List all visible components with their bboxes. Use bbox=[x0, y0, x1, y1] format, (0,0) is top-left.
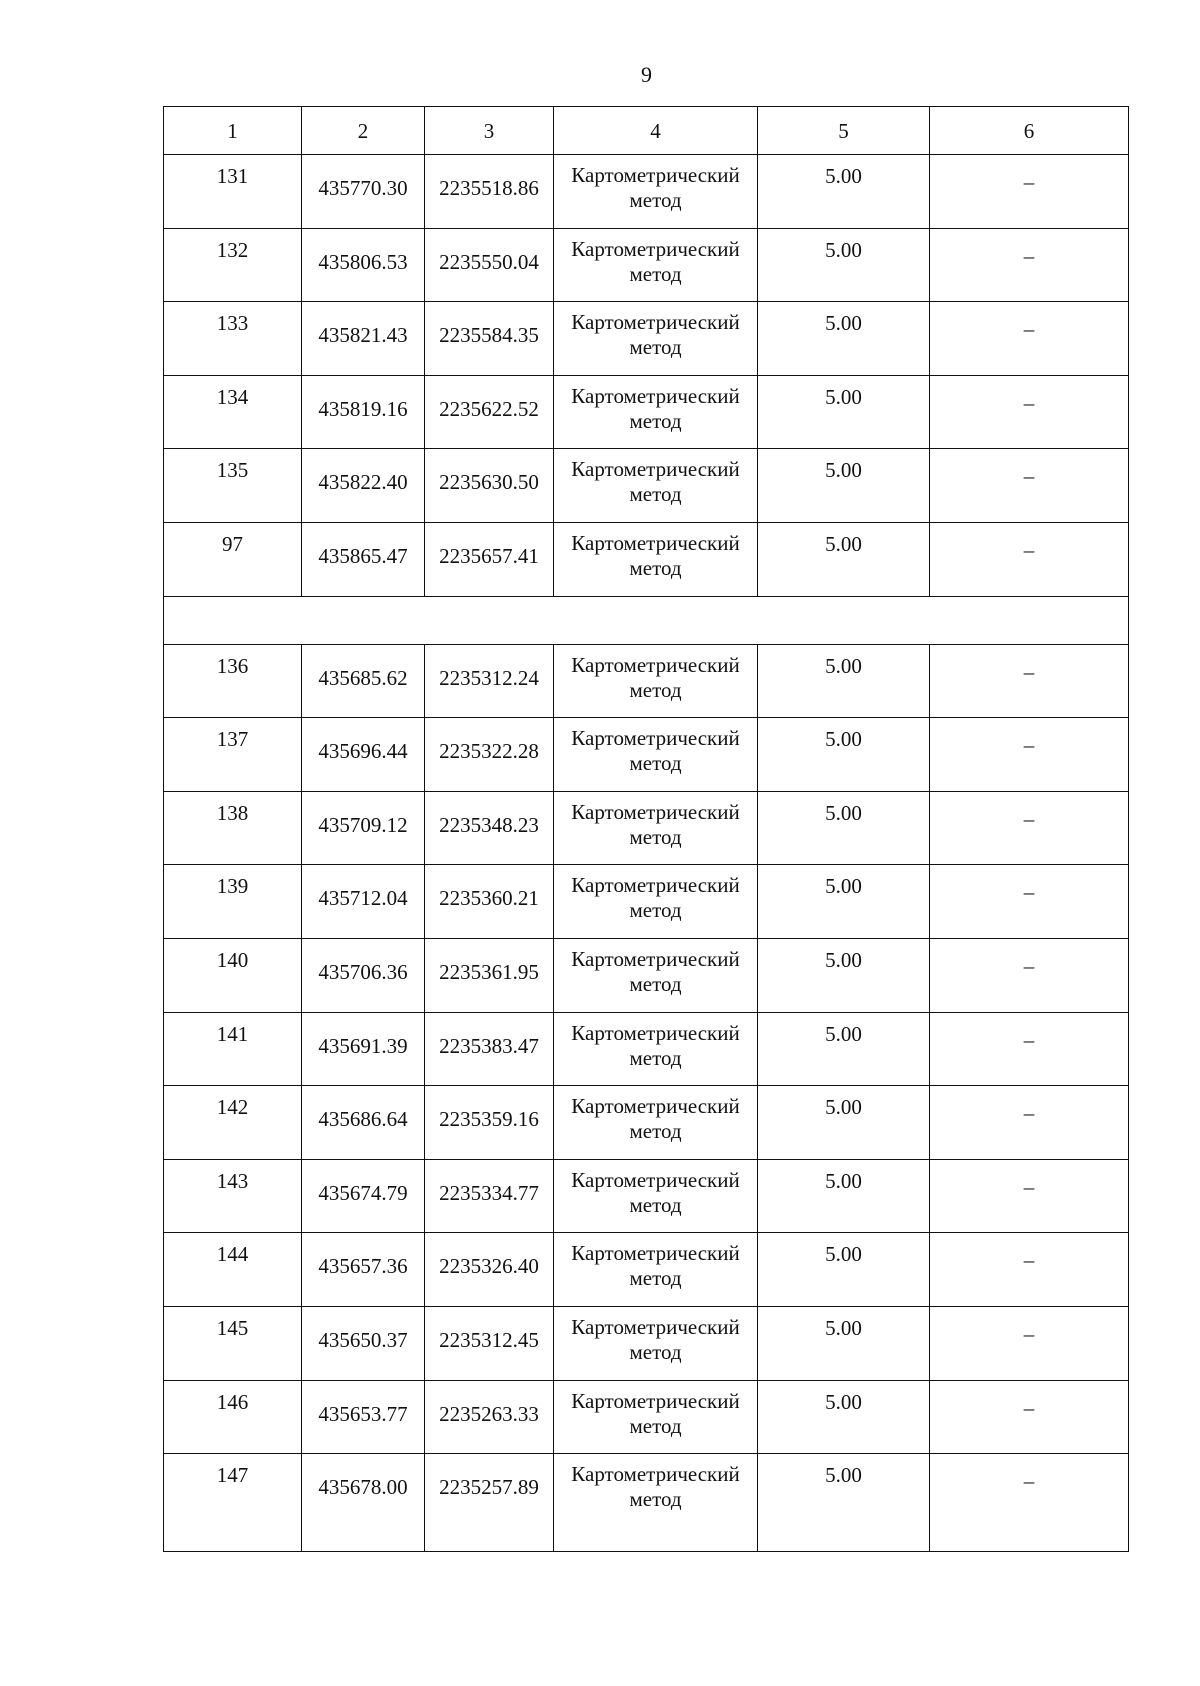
x-coordinate-cell: 435819.16 bbox=[302, 375, 425, 449]
y-coordinate-cell: 2235584.35 bbox=[425, 302, 554, 376]
x-coordinate-cell: 435691.39 bbox=[302, 1012, 425, 1086]
description-cell: – bbox=[930, 1159, 1129, 1233]
point-number-cell: 140 bbox=[164, 938, 302, 1012]
y-coordinate-cell: 2235622.52 bbox=[425, 375, 554, 449]
x-coordinate-cell: 435674.79 bbox=[302, 1159, 425, 1233]
description-cell: – bbox=[930, 865, 1129, 939]
y-coordinate-cell: 2235263.33 bbox=[425, 1380, 554, 1454]
accuracy-cell: 5.00 bbox=[758, 1306, 930, 1380]
table-row bbox=[164, 1012, 1129, 1086]
accuracy-cell: 5.00 bbox=[758, 522, 930, 596]
method-cell: Картометрический метод bbox=[554, 1012, 758, 1086]
table-row bbox=[164, 1380, 1129, 1454]
accuracy-cell: 5.00 bbox=[758, 1233, 930, 1307]
description-cell: – bbox=[930, 155, 1129, 229]
method-cell: Картометрический метод bbox=[554, 302, 758, 376]
x-coordinate-cell: 435657.36 bbox=[302, 1233, 425, 1307]
y-coordinate-cell: 2235257.89 bbox=[425, 1454, 554, 1552]
description-cell: – bbox=[930, 522, 1129, 596]
x-coordinate-cell: 435821.43 bbox=[302, 302, 425, 376]
accuracy-cell: 5.00 bbox=[758, 302, 930, 376]
method-cell: Картометрический метод bbox=[554, 1454, 758, 1552]
y-coordinate-cell: 2235334.77 bbox=[425, 1159, 554, 1233]
separator-cell bbox=[164, 596, 1129, 644]
table-row bbox=[164, 1086, 1129, 1160]
table-row bbox=[164, 522, 1129, 596]
y-coordinate-cell: 2235360.21 bbox=[425, 865, 554, 939]
x-coordinate-cell: 435650.37 bbox=[302, 1306, 425, 1380]
coordinates-table bbox=[163, 106, 1129, 1552]
page-number: 9 bbox=[641, 62, 652, 87]
point-number-cell: 146 bbox=[164, 1380, 302, 1454]
x-coordinate-cell: 435686.64 bbox=[302, 1086, 425, 1160]
table-row bbox=[164, 228, 1129, 302]
accuracy-cell: 5.00 bbox=[758, 644, 930, 718]
y-coordinate-cell: 2235348.23 bbox=[425, 791, 554, 865]
point-number-cell: 136 bbox=[164, 644, 302, 718]
method-cell: Картометрический метод bbox=[554, 155, 758, 229]
accuracy-cell: 5.00 bbox=[758, 449, 930, 523]
method-cell: Картометрический метод bbox=[554, 718, 758, 792]
table-row bbox=[164, 375, 1129, 449]
x-coordinate-cell: 435865.47 bbox=[302, 522, 425, 596]
method-cell: Картометрический метод bbox=[554, 791, 758, 865]
accuracy-cell: 5.00 bbox=[758, 1159, 930, 1233]
method-cell: Картометрический метод bbox=[554, 375, 758, 449]
table-row bbox=[164, 791, 1129, 865]
point-number-cell: 143 bbox=[164, 1159, 302, 1233]
table-separator-row bbox=[164, 596, 1129, 644]
table-row bbox=[164, 1306, 1129, 1380]
x-coordinate-cell: 435706.36 bbox=[302, 938, 425, 1012]
accuracy-cell: 5.00 bbox=[758, 718, 930, 792]
method-cell: Картометрический метод bbox=[554, 1233, 758, 1307]
table-row bbox=[164, 302, 1129, 376]
description-cell: – bbox=[930, 644, 1129, 718]
column-header: 6 bbox=[930, 107, 1129, 155]
y-coordinate-cell: 2235312.45 bbox=[425, 1306, 554, 1380]
x-coordinate-cell: 435806.53 bbox=[302, 228, 425, 302]
accuracy-cell: 5.00 bbox=[758, 1380, 930, 1454]
x-coordinate-cell: 435822.40 bbox=[302, 449, 425, 523]
point-number-cell: 137 bbox=[164, 718, 302, 792]
description-cell: – bbox=[930, 302, 1129, 376]
point-number-cell: 138 bbox=[164, 791, 302, 865]
accuracy-cell: 5.00 bbox=[758, 938, 930, 1012]
table-row bbox=[164, 1159, 1129, 1233]
description-cell: – bbox=[930, 718, 1129, 792]
table-row bbox=[164, 155, 1129, 229]
table-row bbox=[164, 449, 1129, 523]
y-coordinate-cell: 2235657.41 bbox=[425, 522, 554, 596]
description-cell: – bbox=[930, 228, 1129, 302]
x-coordinate-cell: 435770.30 bbox=[302, 155, 425, 229]
accuracy-cell: 5.00 bbox=[758, 791, 930, 865]
point-number-cell: 132 bbox=[164, 228, 302, 302]
description-cell: – bbox=[930, 1012, 1129, 1086]
description-cell: – bbox=[930, 1380, 1129, 1454]
accuracy-cell: 5.00 bbox=[758, 228, 930, 302]
point-number-cell: 135 bbox=[164, 449, 302, 523]
point-number-cell: 139 bbox=[164, 865, 302, 939]
point-number-cell: 97 bbox=[164, 522, 302, 596]
description-cell: – bbox=[930, 375, 1129, 449]
accuracy-cell: 5.00 bbox=[758, 1012, 930, 1086]
point-number-cell: 147 bbox=[164, 1454, 302, 1552]
y-coordinate-cell: 2235322.28 bbox=[425, 718, 554, 792]
table-row bbox=[164, 865, 1129, 939]
method-cell: Картометрический метод bbox=[554, 1086, 758, 1160]
table-row bbox=[164, 938, 1129, 1012]
description-cell: – bbox=[930, 1454, 1129, 1552]
x-coordinate-cell: 435678.00 bbox=[302, 1454, 425, 1552]
x-coordinate-cell: 435709.12 bbox=[302, 791, 425, 865]
column-header: 3 bbox=[425, 107, 554, 155]
column-header: 4 bbox=[554, 107, 758, 155]
point-number-cell: 145 bbox=[164, 1306, 302, 1380]
y-coordinate-cell: 2235383.47 bbox=[425, 1012, 554, 1086]
description-cell: – bbox=[930, 449, 1129, 523]
method-cell: Картометрический метод bbox=[554, 1306, 758, 1380]
point-number-cell: 142 bbox=[164, 1086, 302, 1160]
x-coordinate-cell: 435712.04 bbox=[302, 865, 425, 939]
method-cell: Картометрический метод bbox=[554, 228, 758, 302]
column-header: 5 bbox=[758, 107, 930, 155]
y-coordinate-cell: 2235361.95 bbox=[425, 938, 554, 1012]
description-cell: – bbox=[930, 1233, 1129, 1307]
accuracy-cell: 5.00 bbox=[758, 155, 930, 229]
x-coordinate-cell: 435653.77 bbox=[302, 1380, 425, 1454]
x-coordinate-cell: 435696.44 bbox=[302, 718, 425, 792]
method-cell: Картометрический метод bbox=[554, 865, 758, 939]
method-cell: Картометрический метод bbox=[554, 522, 758, 596]
y-coordinate-cell: 2235359.16 bbox=[425, 1086, 554, 1160]
accuracy-cell: 5.00 bbox=[758, 865, 930, 939]
table-row bbox=[164, 1454, 1129, 1552]
y-coordinate-cell: 2235550.04 bbox=[425, 228, 554, 302]
table-row bbox=[164, 644, 1129, 718]
description-cell: – bbox=[930, 791, 1129, 865]
accuracy-cell: 5.00 bbox=[758, 1454, 930, 1552]
point-number-cell: 134 bbox=[164, 375, 302, 449]
table-header-row bbox=[164, 107, 1129, 155]
table-row bbox=[164, 718, 1129, 792]
y-coordinate-cell: 2235630.50 bbox=[425, 449, 554, 523]
point-number-cell: 144 bbox=[164, 1233, 302, 1307]
method-cell: Картометрический метод bbox=[554, 644, 758, 718]
table-row bbox=[164, 1233, 1129, 1307]
accuracy-cell: 5.00 bbox=[758, 1086, 930, 1160]
column-header: 2 bbox=[302, 107, 425, 155]
method-cell: Картометрический метод bbox=[554, 938, 758, 1012]
point-number-cell: 141 bbox=[164, 1012, 302, 1086]
description-cell: – bbox=[930, 938, 1129, 1012]
point-number-cell: 133 bbox=[164, 302, 302, 376]
y-coordinate-cell: 2235312.24 bbox=[425, 644, 554, 718]
x-coordinate-cell: 435685.62 bbox=[302, 644, 425, 718]
description-cell: – bbox=[930, 1086, 1129, 1160]
point-number-cell: 131 bbox=[164, 155, 302, 229]
method-cell: Картометрический метод bbox=[554, 1380, 758, 1454]
method-cell: Картометрический метод bbox=[554, 1159, 758, 1233]
column-header: 1 bbox=[164, 107, 302, 155]
y-coordinate-cell: 2235518.86 bbox=[425, 155, 554, 229]
description-cell: – bbox=[930, 1306, 1129, 1380]
method-cell: Картометрический метод bbox=[554, 449, 758, 523]
y-coordinate-cell: 2235326.40 bbox=[425, 1233, 554, 1307]
accuracy-cell: 5.00 bbox=[758, 375, 930, 449]
